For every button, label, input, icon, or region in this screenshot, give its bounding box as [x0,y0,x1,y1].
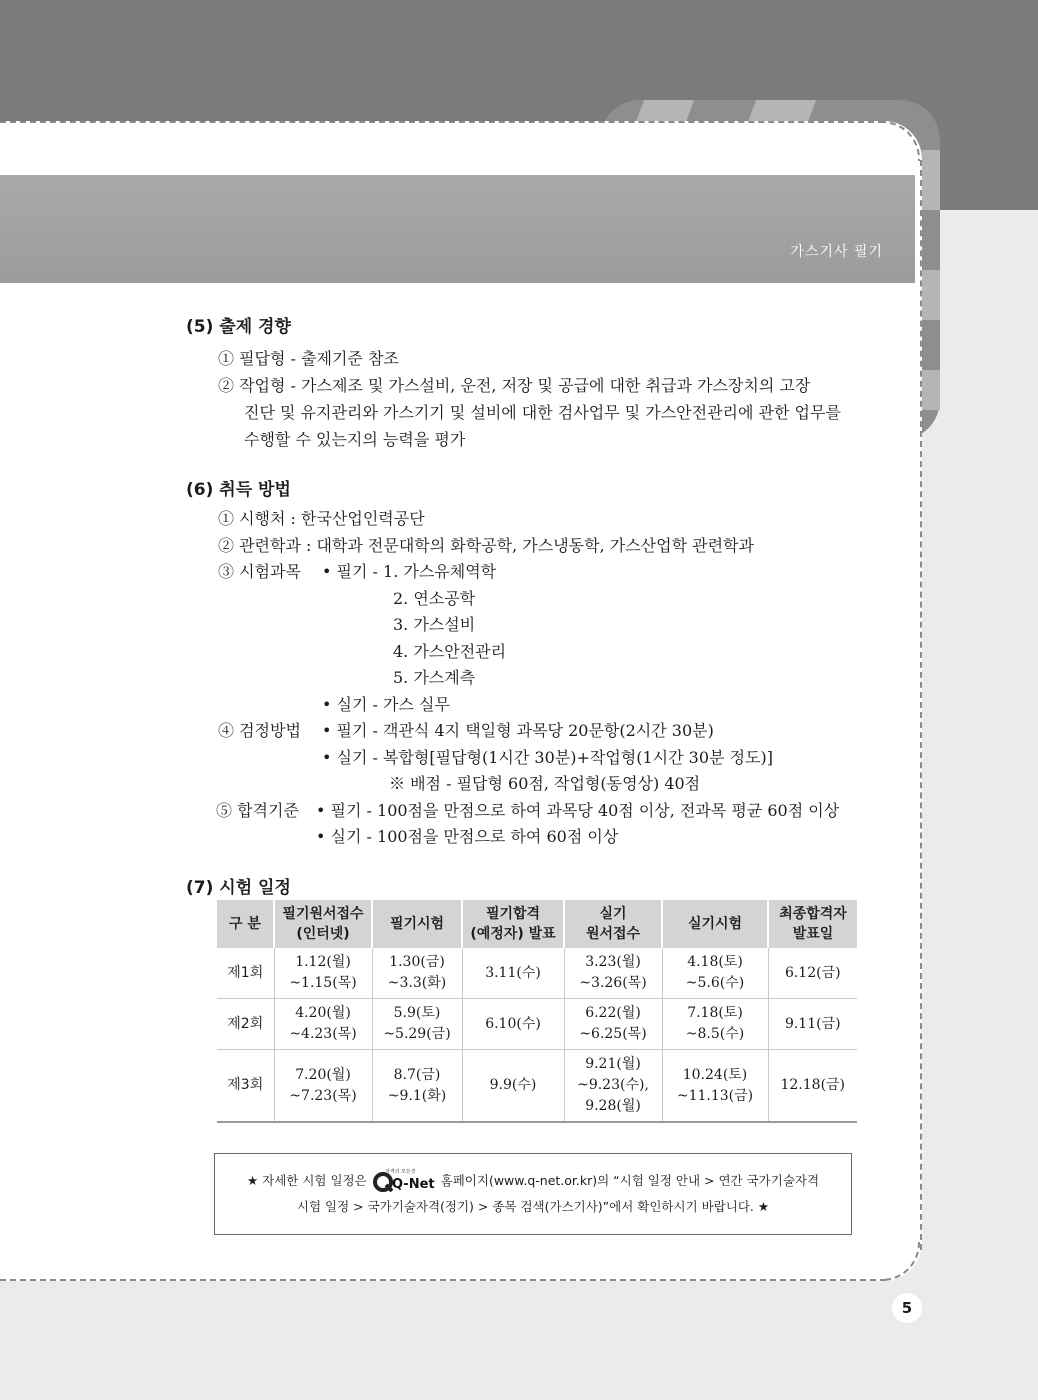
table-row [217,999,857,1050]
section-6 [186,475,896,851]
table-cell: 12.18(금) [768,1050,857,1123]
header-title: 가스기사 필기 [790,244,883,260]
tab-stripe-5 [922,370,940,410]
header-written-application: 필기원서접수 (인터넷) [274,900,372,948]
item-5-written: • 필기 - 100점을 만점으로 하여 과목당 40점 이상, 전과목 평균 60점 이상 [316,800,840,820]
section-6-item-4 [186,718,896,745]
content [186,312,896,898]
table-cell: 6.12(금) [768,948,857,999]
header-practical-exam: 실기시험 [662,900,768,948]
row-label: 제1회 [217,948,274,999]
header-category: 구 분 [217,900,274,948]
table-cell: 8.7(금) ~9.1(화) [372,1050,462,1123]
exam-schedule-table [217,900,857,1123]
section-7-title: (7) 시험 일정 [186,877,291,898]
table-header-row [217,900,857,948]
header-final-result: 최종합격자 발표일 [768,900,857,948]
dashed-border-bottom [0,1279,886,1281]
notice-line-1 [215,1167,851,1196]
notice-suffix: 홈페이지(www.q-net.or.kr)의 “시험 일정 안내 > 연간 국가기술자격 [440,1173,820,1188]
section-5 [186,312,896,453]
row-label: 제3회 [217,1050,274,1123]
header-written-exam: 필기시험 [372,900,462,948]
section-5-title: (5) 출제 경향 [186,317,291,337]
section-6-item-3 [186,559,896,586]
table-cell: 7.20(월) ~7.23(목) [274,1050,372,1123]
tab-stripe-2 [748,100,816,122]
item-5-practical: • 실기 - 100점을 만점으로 하여 60점 이상 [316,827,619,846]
table-cell: 1.12(월) ~1.15(목) [274,948,372,999]
item-4-practical: • 실기 - 복합형[필답형(1시간 30분)+작업형(1시간 30분 정도)] [322,747,773,767]
table-cell: 4.20(월) ~4.23(목) [274,999,372,1050]
page-number: 5 [892,1293,922,1323]
notice-line-2: 시험 일정 > 국가기술자격(정기) > 종목 검색(가스기사)”에서 확인하시기 바랍니다. ★ [296,1199,770,1214]
item-4-note: ※ 배점 - 필답형 60점, 작업형(동영상) 40점 [389,774,701,793]
subject-3: 3. 가스설비 [393,615,476,634]
tab-stripe-4 [922,270,940,320]
section-5-item-2-line-2: 진단 및 유지관리와 가스기기 및 설비에 대한 검사업무 및 가스안전관리에 관한 업무를 [244,403,841,422]
table-cell: 6.22(월) ~6.25(목) [564,999,662,1050]
table-cell: 6.10(수) [462,999,564,1050]
svg-text:Q-Net: Q-Net [391,1177,435,1192]
tab-stripe-3 [922,150,940,210]
dashed-border-top [0,121,884,123]
section-5-item-1: ① 필답형 - 출제기준 참조 [218,349,399,368]
section-6-item-2: ② 관련학과 : 대학과 전문대학의 화학공학, 가스냉동학, 가스산업학 관련학과 [218,535,754,555]
section-6-item-1: ① 시행처 : 한국산업인력공단 [218,509,425,528]
section-5-item-2-line-3: 수행할 수 있는지의 능력을 평가 [244,430,466,449]
svg-text:자격의 모든것: 자격의 모든것 [384,1169,416,1175]
table-cell: 9.9(수) [462,1050,564,1123]
section-6-item-5 [186,798,896,825]
notice-box [214,1153,852,1235]
table-cell: 7.18(토) ~8.5(수) [662,999,768,1050]
item-3-label: ③ 시험과목 [218,562,301,581]
section-5-item-2-line-1: ② 작업형 - 가스제조 및 가스설비, 운전, 저장 및 공급에 대한 취급과 가스장치의 고장 [218,376,811,395]
table-cell: 5.9(토) ~5.29(금) [372,999,462,1050]
dashed-border-right [920,160,922,1250]
item-3-written: • 필기 - 1. 가스유체역학 [322,562,497,581]
table-cell: 9.11(금) [768,999,857,1050]
table-row [217,1050,857,1123]
item-5-label: ⑤ 합격기준 [216,800,299,820]
table-cell: 3.23(월) ~3.26(목) [564,948,662,999]
section-6-title: (6) 취득 방법 [186,480,291,500]
table-cell: 3.11(수) [462,948,564,999]
table-cell: 10.24(토) ~11.13(금) [662,1050,768,1123]
header-written-pass: 필기합격 (예정자) 발표 [462,900,564,948]
table-cell: 1.30(금) ~3.3(화) [372,948,462,999]
item-3-practical: • 실기 - 가스 실무 [322,694,450,714]
dashed-border-corner-bottom-right [880,1241,920,1281]
qnet-logo [373,1167,435,1196]
table-row [217,948,857,999]
row-label: 제2회 [217,999,274,1050]
subject-4: 4. 가스안전관리 [393,641,507,661]
tab-stripe-1 [636,100,694,122]
header-practical-application: 실기 원서접수 [564,900,662,948]
header-bar [0,175,915,283]
table-cell: 4.18(토) ~5.6(수) [662,948,768,999]
item-4-label: ④ 검정방법 [218,721,301,740]
item-4-written: • 필기 - 객관식 4지 택일형 과목당 20문항(2시간 30분) [322,721,714,740]
subject-5: 5. 가스계측 [393,668,476,687]
notice-prefix: ★ 자세한 시험 일정은 [246,1173,367,1188]
table-cell: 9.21(월) ~9.23(수), 9.28(월) [564,1050,662,1123]
subject-2: 2. 연소공학 [393,588,476,608]
